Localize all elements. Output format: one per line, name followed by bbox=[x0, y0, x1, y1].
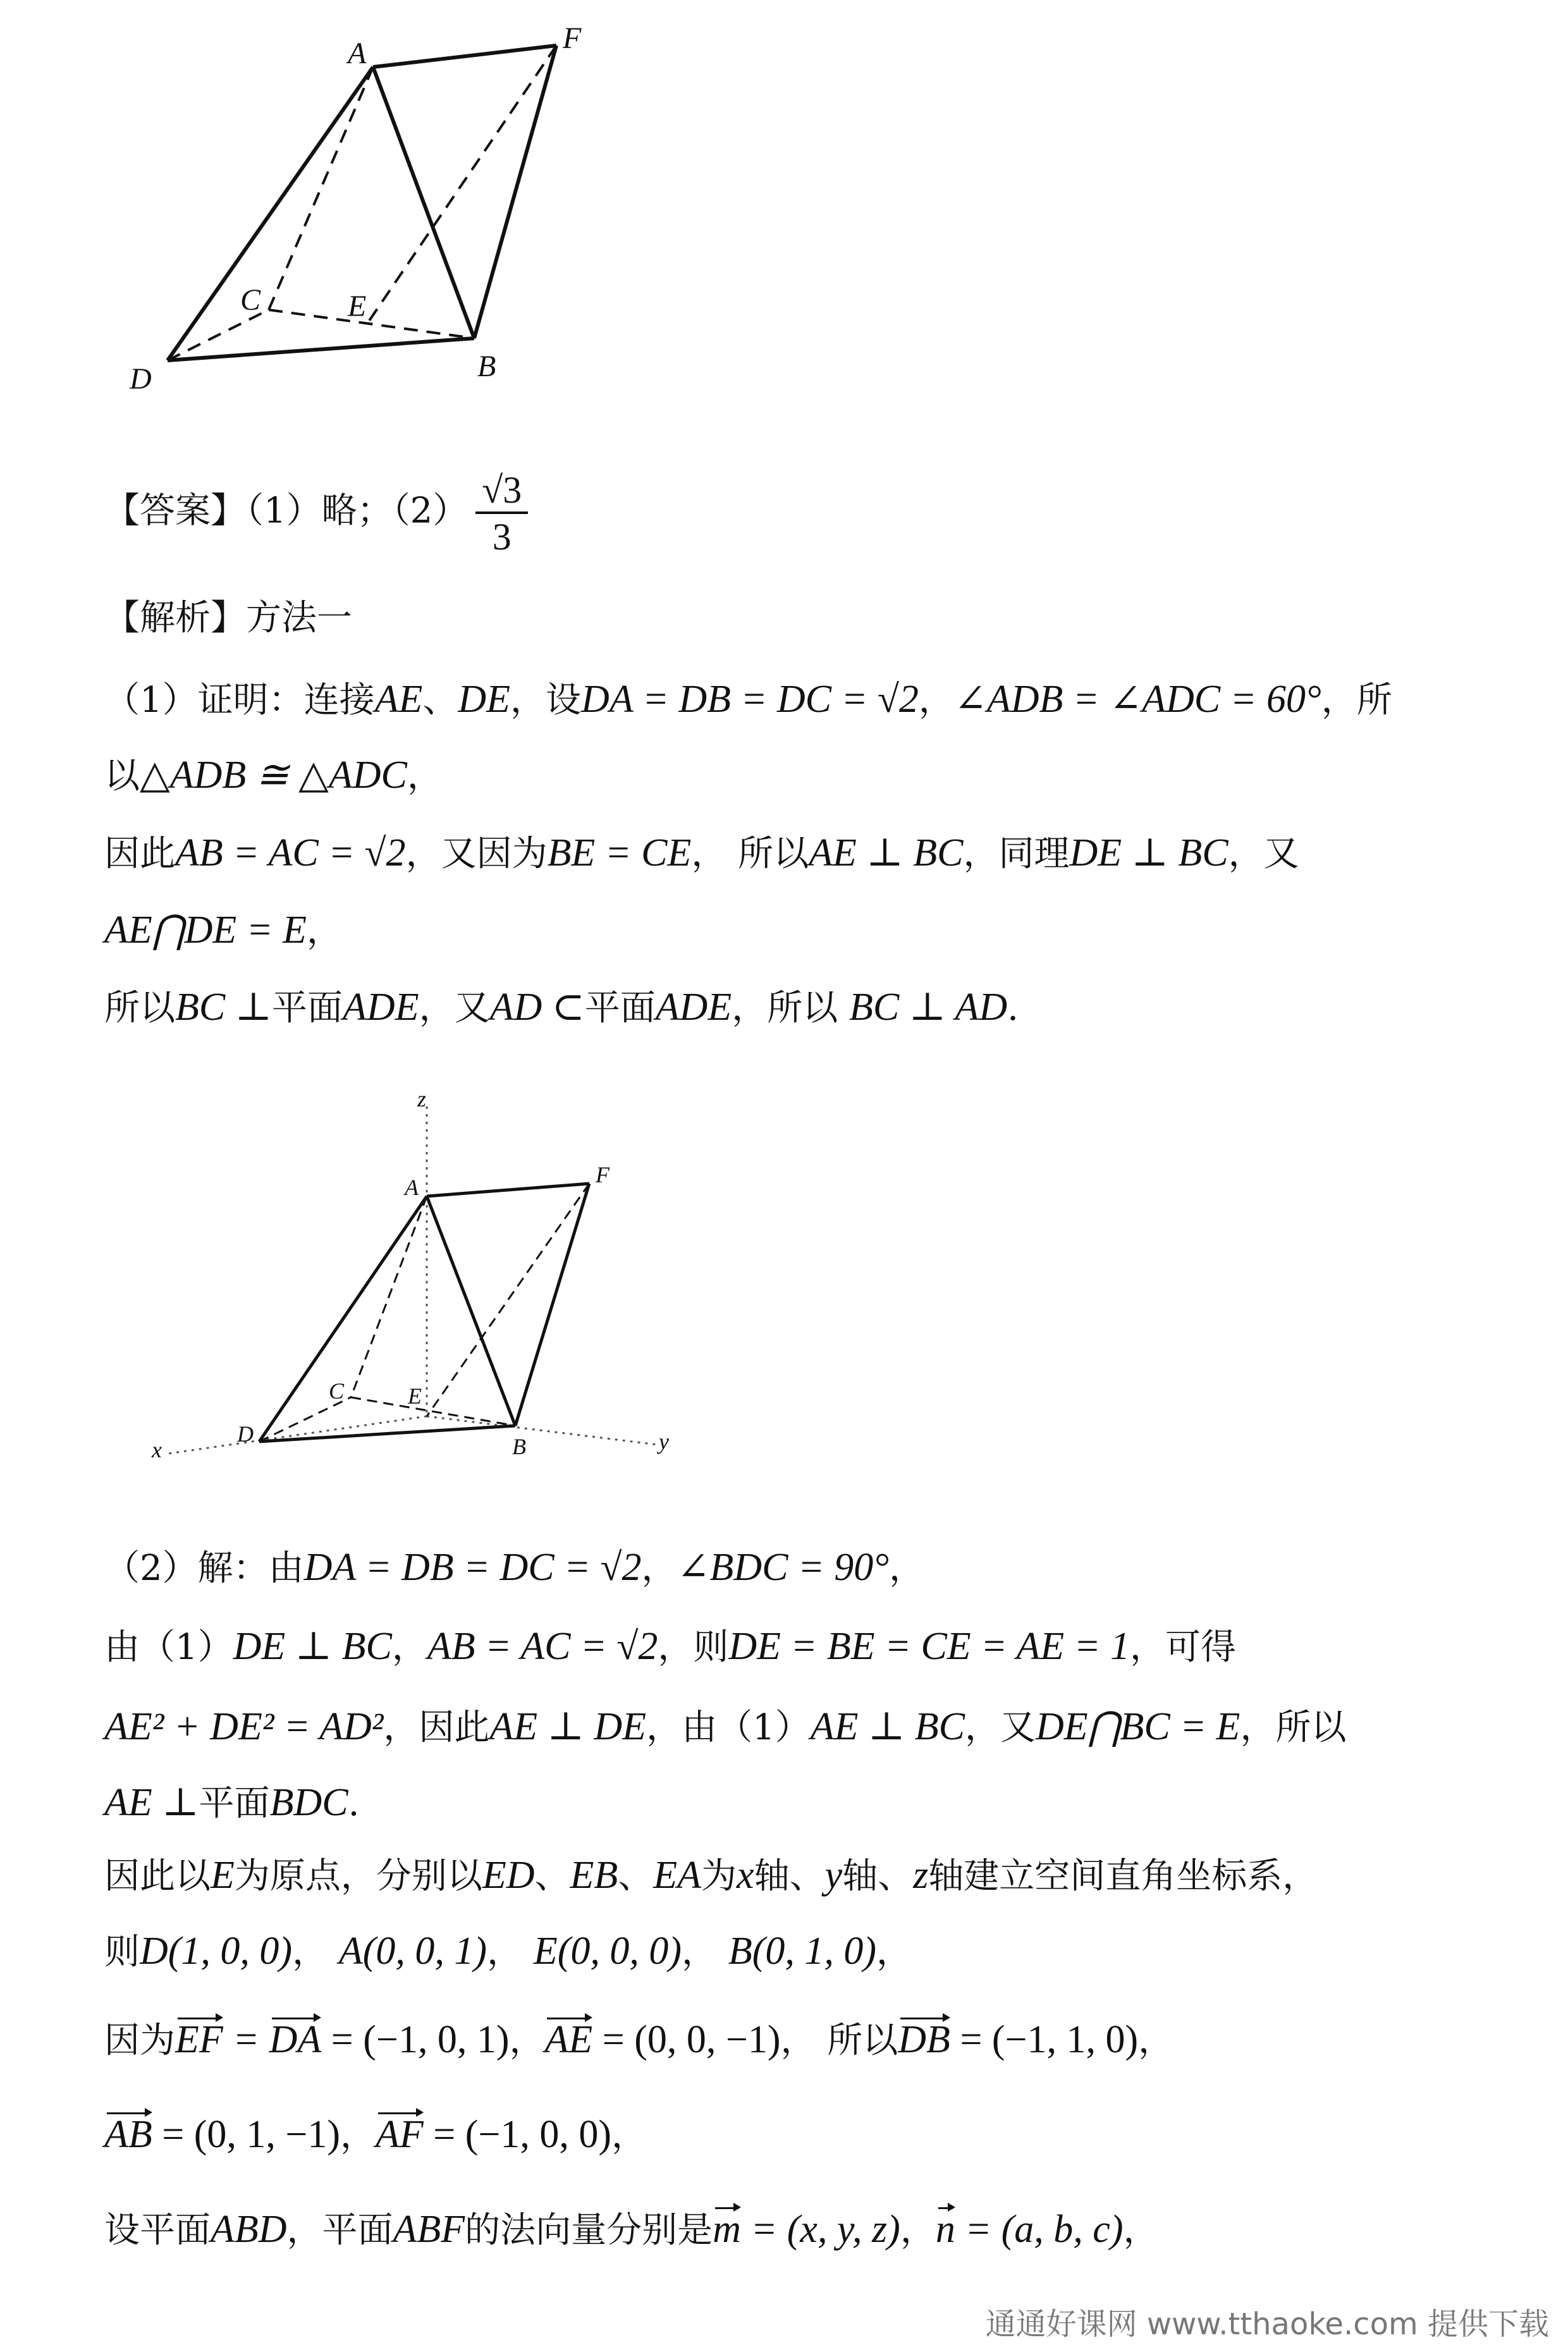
vector: AB bbox=[104, 2113, 152, 2156]
math: AE ⊥ bbox=[104, 1781, 199, 1824]
figure-1-pyramid-diagram bbox=[120, 19, 639, 398]
text: ， bbox=[340, 2115, 376, 2156]
answer-fraction bbox=[475, 471, 528, 556]
math: = (−1, 0, 1) bbox=[321, 2018, 510, 2061]
math: ABF bbox=[393, 2208, 465, 2251]
math: BE = CE bbox=[547, 831, 692, 874]
text: ，又 bbox=[964, 1707, 1036, 1748]
edge-FE-hidden bbox=[427, 1184, 589, 1416]
text: ，又 bbox=[419, 988, 490, 1029]
part2-line-8 bbox=[104, 2115, 647, 2154]
math: = (−1, 1, 0) bbox=[950, 2018, 1139, 2061]
part2-line-7 bbox=[104, 2020, 1173, 2059]
math: z bbox=[913, 1854, 929, 1897]
text: ， bbox=[889, 1548, 925, 1589]
text: 、 bbox=[534, 1856, 570, 1897]
text: ， bbox=[641, 1548, 677, 1589]
math: AE ⊥ BC bbox=[809, 831, 964, 874]
edge-AC-hidden bbox=[351, 1196, 427, 1397]
text: 因为 bbox=[104, 2020, 175, 2061]
edge-CB-hidden bbox=[351, 1397, 515, 1426]
text: ， bbox=[876, 1932, 912, 1973]
text: 所以 bbox=[104, 988, 175, 1029]
math: AE ⊥ BC bbox=[810, 1705, 965, 1748]
edge-CB-hidden bbox=[269, 310, 474, 338]
label-A: A bbox=[405, 1175, 419, 1200]
text: 平面 bbox=[584, 988, 656, 1029]
edge-FB bbox=[474, 46, 556, 338]
figure-2-coordinate-diagram bbox=[139, 1087, 708, 1479]
text: 、 bbox=[422, 680, 458, 721]
text: ， bbox=[918, 680, 954, 721]
math: DA = DB = DC = √2 bbox=[581, 678, 919, 721]
math: EA bbox=[653, 1854, 702, 1897]
math: ADE bbox=[343, 986, 419, 1029]
text: ， bbox=[306, 910, 342, 952]
answer-parts: （1）略；（2） bbox=[246, 490, 469, 532]
text: 因此以 bbox=[104, 1856, 211, 1897]
label-z: z bbox=[417, 1087, 427, 1112]
part1-line-5 bbox=[104, 988, 1019, 1027]
fraction-numerator: √3 bbox=[475, 471, 528, 514]
math: ADE bbox=[655, 986, 732, 1029]
edge-AD bbox=[168, 67, 373, 360]
math: E(0, 0, 0) bbox=[533, 1930, 682, 1973]
part2-line-4 bbox=[104, 1783, 359, 1822]
text: ，平面 bbox=[286, 2210, 393, 2251]
text: 设平面 bbox=[104, 2210, 211, 2251]
text: ， bbox=[1123, 2210, 1159, 2251]
math: DA = DB = DC = √2 bbox=[303, 1546, 642, 1589]
vector: AE bbox=[544, 2018, 593, 2061]
text: 轴、 bbox=[842, 1856, 914, 1897]
part1-line-4 bbox=[104, 910, 342, 950]
math: DE⋂BC = E bbox=[1035, 1705, 1240, 1748]
edge-FB bbox=[515, 1184, 589, 1426]
label-x: x bbox=[152, 1437, 162, 1462]
text: 轴、 bbox=[754, 1856, 825, 1897]
text: 平面 bbox=[199, 1783, 270, 1824]
edge-AB bbox=[427, 1196, 515, 1426]
edge-AC-hidden bbox=[269, 67, 373, 310]
text: ，由（1） bbox=[646, 1707, 811, 1748]
label-F: F bbox=[563, 21, 582, 55]
text: ，设 bbox=[510, 680, 582, 721]
label-F: F bbox=[596, 1162, 609, 1187]
text: 的法向量分别是 bbox=[465, 2210, 713, 2251]
math: D(1, 0, 0) bbox=[140, 1930, 293, 1973]
edge-DB bbox=[168, 338, 474, 360]
fraction-denominator: 3 bbox=[492, 516, 511, 558]
label-D: D bbox=[237, 1421, 254, 1447]
text: （2）解：由 bbox=[104, 1548, 304, 1589]
edge-AF bbox=[427, 1184, 589, 1196]
vector: m bbox=[713, 2208, 741, 2251]
math: ∠ADB = ∠ADC = 60° bbox=[953, 678, 1321, 721]
text: ，所 bbox=[1321, 680, 1392, 721]
text: ， bbox=[407, 756, 443, 797]
math: DE bbox=[458, 678, 511, 721]
label-C: C bbox=[240, 283, 261, 317]
text: ，所以 bbox=[732, 988, 850, 1029]
math: AE bbox=[374, 678, 423, 721]
answer-line bbox=[104, 471, 528, 556]
text: ，则 bbox=[658, 1627, 729, 1668]
math: DE = BE = CE = AE = 1 bbox=[728, 1625, 1130, 1668]
text: ， bbox=[682, 1932, 728, 1973]
text: ， bbox=[391, 1627, 427, 1668]
vector: DA bbox=[269, 2018, 322, 2061]
math: BC ⊥ AD bbox=[849, 986, 1008, 1029]
text: （1）证明：连接 bbox=[104, 680, 375, 721]
text: ， 所以 bbox=[780, 2020, 898, 2061]
text: 轴建立空间直角坐标系， bbox=[928, 1856, 1318, 1897]
analysis-heading bbox=[104, 597, 352, 639]
math: = (a, b, c) bbox=[955, 2208, 1124, 2251]
part1-line-1 bbox=[104, 680, 1392, 719]
math: A(0, 0, 1) bbox=[338, 1930, 487, 1973]
text: ，可得 bbox=[1129, 1627, 1236, 1668]
text: 为原点，分别以 bbox=[234, 1856, 482, 1897]
analysis-label: 【解析】 bbox=[104, 597, 246, 639]
vector: AF bbox=[375, 2113, 424, 2156]
text: 、 bbox=[618, 1856, 654, 1897]
math: = (0, 1, −1) bbox=[152, 2113, 340, 2156]
text: ， bbox=[292, 1932, 339, 1973]
math: BC ⊥ bbox=[175, 986, 273, 1029]
math: DE ⊥ BC bbox=[233, 1625, 392, 1668]
text: ，因此 bbox=[383, 1707, 490, 1748]
label-A: A bbox=[348, 37, 367, 70]
math: ED bbox=[482, 1854, 535, 1897]
label-E: E bbox=[408, 1383, 422, 1409]
math: = bbox=[223, 2018, 269, 2061]
part2-line-3 bbox=[104, 1707, 1346, 1746]
part2-line-1 bbox=[104, 1548, 924, 1587]
text: ， 所以 bbox=[691, 833, 809, 874]
math: E bbox=[211, 1854, 235, 1897]
text: ， bbox=[1138, 2020, 1174, 2061]
text: ，所以 bbox=[1240, 1707, 1347, 1748]
math: x bbox=[737, 1854, 754, 1897]
math: AB = AC = √2 bbox=[175, 831, 406, 874]
part1-line-2 bbox=[104, 756, 443, 795]
vector: EF bbox=[175, 2018, 223, 2061]
text: ， bbox=[487, 1932, 534, 1973]
text: ，同理 bbox=[963, 833, 1070, 874]
math: AE² + DE² = AD² bbox=[104, 1705, 384, 1748]
edge-FE-hidden bbox=[367, 46, 556, 324]
edge-DB bbox=[259, 1426, 515, 1442]
math: ABD bbox=[211, 2208, 287, 2251]
text: . bbox=[348, 1783, 360, 1824]
text: 则 bbox=[104, 1932, 140, 1973]
label-y: y bbox=[659, 1429, 669, 1454]
label-B: B bbox=[477, 350, 496, 383]
part2-line-6 bbox=[104, 1932, 912, 1971]
text: ， bbox=[900, 2210, 936, 2251]
edge-AD bbox=[259, 1196, 427, 1442]
math: B(0, 1, 0) bbox=[728, 1930, 877, 1973]
x-axis bbox=[164, 1416, 427, 1454]
vector: DB bbox=[898, 2018, 950, 2061]
text: 因此 bbox=[104, 833, 175, 874]
math: y bbox=[824, 1854, 843, 1897]
part2-line-2 bbox=[104, 1627, 1236, 1666]
text: 平面 bbox=[272, 988, 343, 1029]
text: 以 bbox=[104, 756, 140, 797]
math: DE ⊥ BC bbox=[1069, 831, 1228, 874]
math: = (0, 0, −1) bbox=[592, 2018, 781, 2061]
math: BDC bbox=[269, 1781, 348, 1824]
edge-AB bbox=[373, 67, 474, 338]
math: EB bbox=[570, 1854, 618, 1897]
label-C: C bbox=[329, 1378, 345, 1404]
edge-AF bbox=[373, 46, 556, 67]
math: = (−1, 0, 0) bbox=[423, 2113, 611, 2156]
text: 由（1） bbox=[104, 1627, 233, 1668]
math: △ADB ≅ △ADC bbox=[140, 754, 407, 797]
part2-line-5 bbox=[104, 1856, 1318, 1895]
analysis-method: 方法一 bbox=[246, 597, 352, 639]
math: ∠BDC = 90° bbox=[677, 1546, 890, 1589]
label-B: B bbox=[512, 1434, 526, 1459]
math: AE⋂DE = E bbox=[104, 909, 307, 952]
part1-line-3 bbox=[104, 833, 1299, 873]
label-E: E bbox=[348, 290, 367, 323]
text: ， bbox=[509, 2020, 545, 2061]
label-D: D bbox=[130, 362, 152, 396]
watermark-text: 通通好课网 www.tthaoke.com 提供下载 bbox=[985, 2306, 1549, 2342]
math: = (x, y, z) bbox=[740, 2208, 900, 2251]
vector: n bbox=[935, 2208, 955, 2251]
text: ，又 bbox=[1228, 833, 1299, 874]
text: 为 bbox=[701, 1856, 737, 1897]
math: AD ⊂ bbox=[489, 986, 585, 1029]
text: ， bbox=[611, 2115, 647, 2156]
text: ，又因为 bbox=[405, 833, 548, 874]
part2-line-9 bbox=[104, 2210, 1158, 2249]
math: AB = AC = √2 bbox=[427, 1625, 658, 1668]
math: AE ⊥ DE bbox=[489, 1705, 647, 1748]
text: . bbox=[1007, 988, 1019, 1029]
answer-label: 【答案】 bbox=[104, 490, 246, 532]
